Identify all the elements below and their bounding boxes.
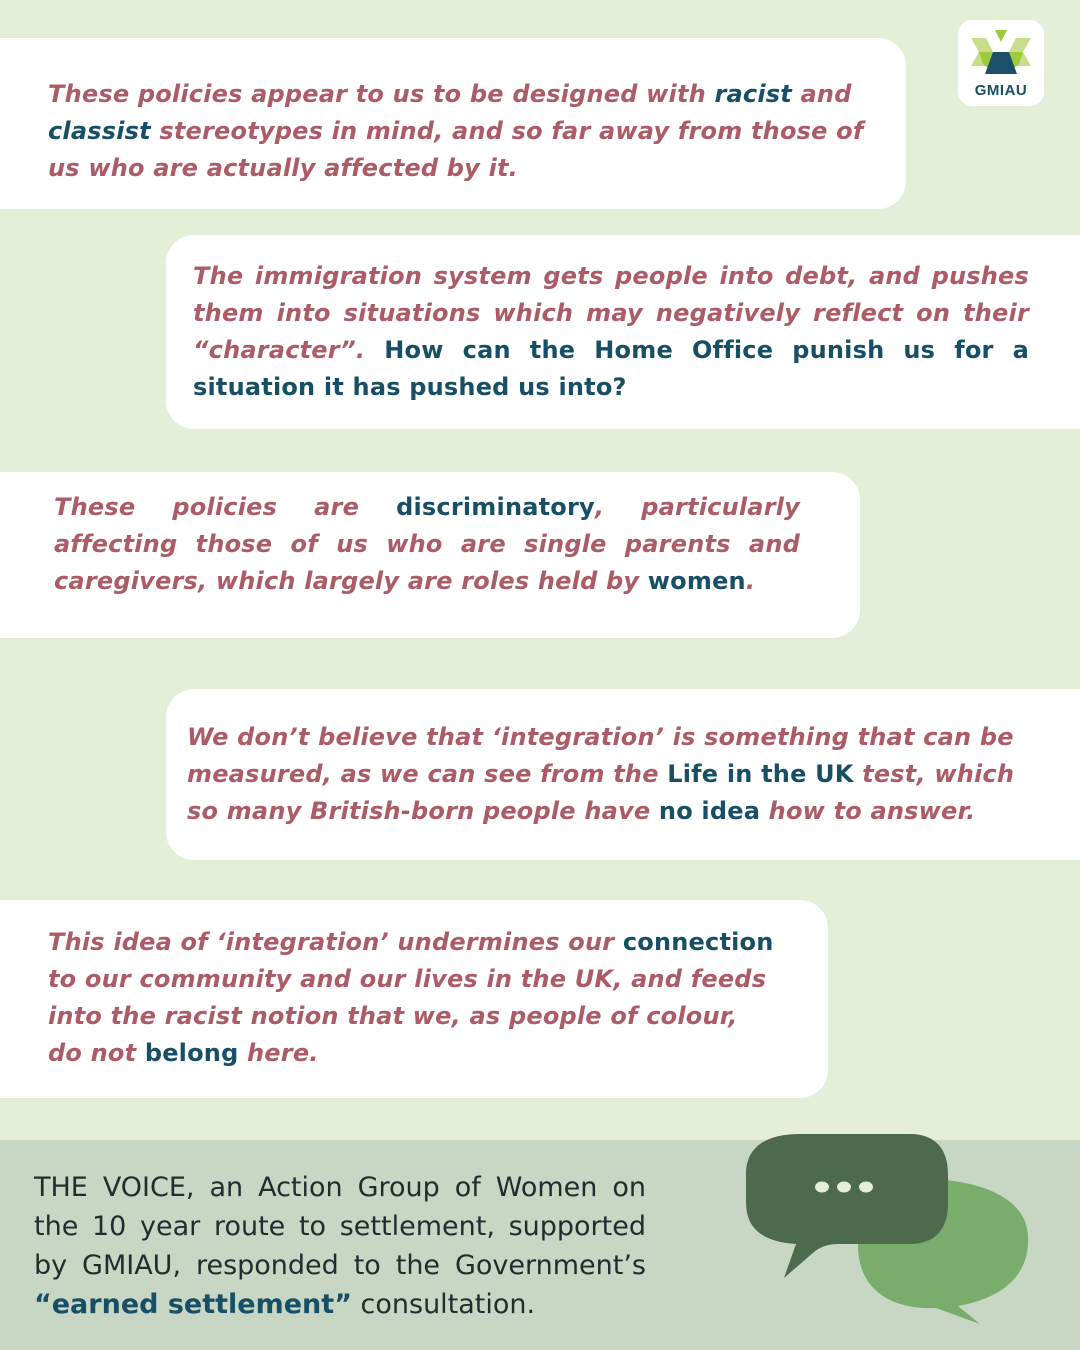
quote-text-1: These policies appear to us to be designed with racist and classist stereotypes in mind, and so far away from those of us who are actually affected by it.: [48, 80, 864, 182]
highlight-connection: connection: [622, 928, 774, 956]
quote-text-4: We don’t believe that ‘integration’ is something that can be measured, as we can see from the Life in the UK test, which so many British-born people have no idea how to answer.: [187, 723, 1015, 825]
quote-text-2: The immigration system gets people into debt, and pushes them into situations which may negatively reflect on their “character”. How can the Home Office punish us for a situation it has pushed us into?: [193, 262, 1029, 401]
highlight-home-office-question: How can the Home Office punish us for a situation it has pushed us into?: [193, 336, 1029, 401]
chat-bubbles-icon: [740, 1128, 1040, 1328]
earned-settlement-highlight: “earned settlement”: [34, 1289, 352, 1320]
highlight-belong: belong: [144, 1039, 239, 1067]
quote-text-5: This idea of ‘integration’ undermines our connection to our community and our lives in the UK, and feeds into the racist notion that we, as people of colour, do not belong here.: [48, 928, 774, 1067]
highlight-life-in-the-uk: Life in the UK: [667, 760, 854, 788]
logo-mark-icon: [971, 28, 1031, 80]
highlight-discriminatory: discriminatory: [396, 493, 595, 521]
highlight-classist: classist: [48, 117, 151, 145]
highlight-racist: racist: [714, 80, 792, 108]
footer-text: THE VOICE, an Action Group of Women on the 10 year route to settlement, supported by GMIAU, responded to the Government’s “earned settlement” consultation.: [34, 1172, 646, 1320]
highlight-women: women: [647, 567, 746, 595]
gmiau-logo: [958, 20, 1044, 106]
quote-text-3: These policies are discriminatory, particularly affecting those of us who are single parents and caregivers, which largely are roles held by women.: [54, 493, 801, 595]
ellipsis-icon: [815, 1182, 873, 1193]
highlight-no-idea: no idea: [658, 797, 761, 825]
logo-label: GMIAU: [974, 82, 1028, 99]
